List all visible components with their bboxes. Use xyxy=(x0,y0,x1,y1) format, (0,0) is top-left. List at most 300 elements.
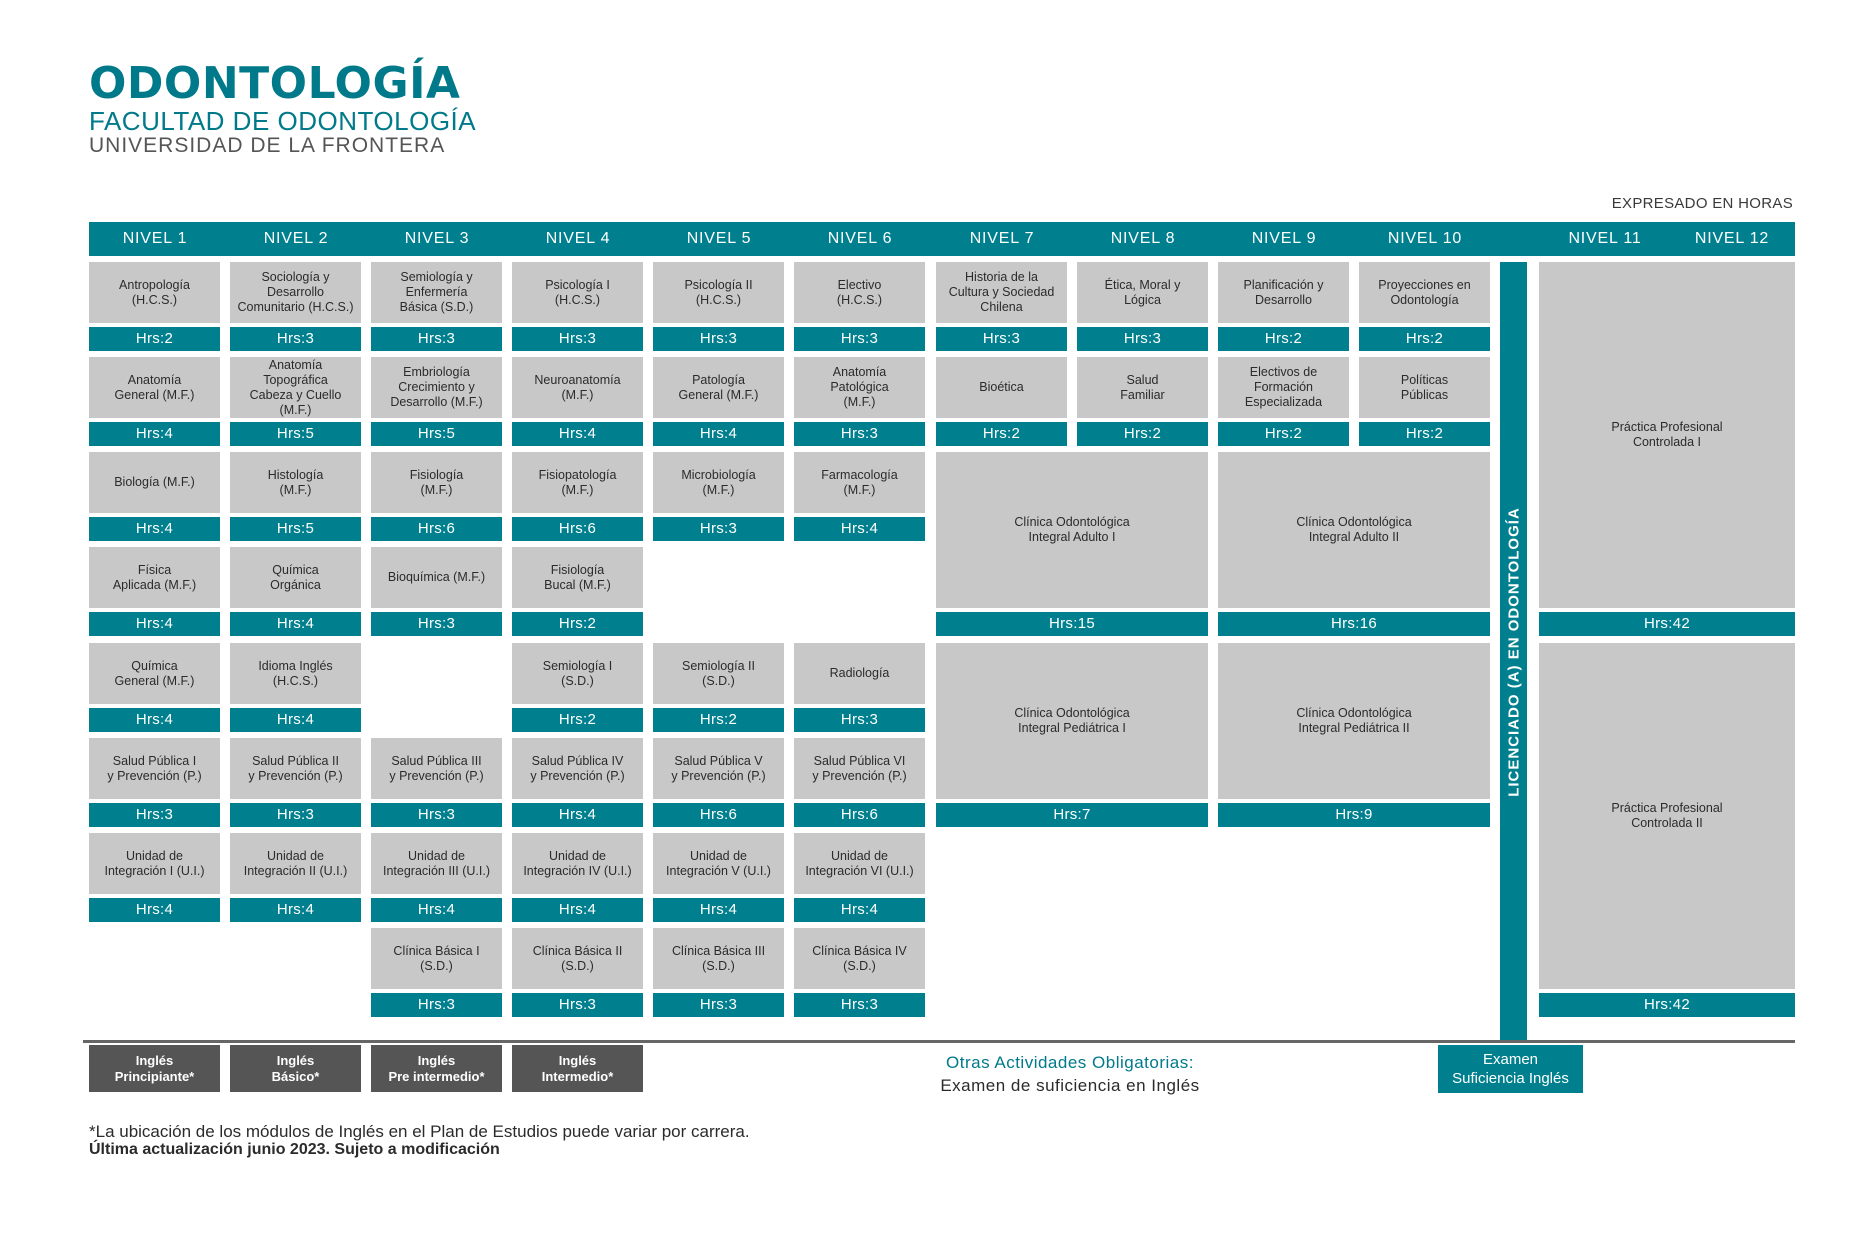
course-name-line: (S.D.) xyxy=(843,958,876,973)
course-name-line: (S.D.) xyxy=(420,958,453,973)
course-name-line: (H.C.S.) xyxy=(272,673,319,688)
course-name-line: Clínica Básica IV xyxy=(812,943,907,958)
course-name-line: (M.F.) xyxy=(843,482,876,497)
course-semiologia-y-enfermeria-basica-s-d xyxy=(371,262,502,351)
course-name-line: Salud xyxy=(1126,372,1159,387)
course-hours: Hrs:4 xyxy=(512,803,643,827)
course-clinica-basica-iv-s-d xyxy=(794,928,925,1017)
course-name xyxy=(1218,357,1349,418)
course-name-line: Salud Pública V xyxy=(674,753,763,768)
course-name-line: y Prevención (P.) xyxy=(248,768,343,783)
course-name-line: Fisiología xyxy=(550,562,605,577)
course-hours: Hrs:9 xyxy=(1218,803,1490,827)
course-psicologia-ii-h-c-s xyxy=(653,262,784,351)
course-hours: Hrs:4 xyxy=(512,422,643,446)
course-hours: Hrs:4 xyxy=(230,708,361,732)
course-farmacologia-m-f xyxy=(794,452,925,541)
course-antropologia-h-c-s xyxy=(89,262,220,351)
english-module-3 xyxy=(371,1045,502,1092)
course-hours: Hrs:3 xyxy=(512,327,643,351)
course-hours: Hrs:2 xyxy=(936,422,1067,446)
course-name-line: Radiología xyxy=(829,666,890,680)
course-fisiopatologia-m-f xyxy=(512,452,643,541)
course-name-line: Unidad de xyxy=(266,848,324,863)
course-name-line: Aplicada (M.F.) xyxy=(112,577,197,592)
course-name-line: Idioma Inglés xyxy=(258,658,333,673)
english-module-line: Pre intermedio* xyxy=(388,1068,485,1084)
course-name-line: Física xyxy=(137,562,172,577)
course-unidad-de-integracion-i-u-i xyxy=(89,833,220,922)
course-hours: Hrs:3 xyxy=(89,803,220,827)
course-anatomia-general-m-f xyxy=(89,357,220,446)
exam-line-2: Suficiencia Inglés xyxy=(1452,1070,1569,1087)
course-unidad-de-integracion-iii-u-i xyxy=(371,833,502,922)
course-hours: Hrs:42 xyxy=(1539,612,1795,636)
course-name xyxy=(1218,262,1349,323)
course-fisiologia-bucal-m-f xyxy=(512,547,643,636)
course-name-line: Comunitario (H.C.S.) xyxy=(237,300,354,314)
level-3-label: NIVEL 3 xyxy=(404,230,470,247)
course-name xyxy=(371,547,502,608)
course-name-line: (H.C.S.) xyxy=(554,292,601,307)
course-hours: Hrs:2 xyxy=(512,708,643,732)
course-name xyxy=(89,357,220,418)
course-name-line: Salud Pública VI xyxy=(813,753,906,768)
course-name-line: Integración VI (U.I.) xyxy=(805,863,914,878)
course-hours: Hrs:2 xyxy=(1359,422,1490,446)
course-name-line: Historia de la xyxy=(965,270,1038,284)
course-salud-publica-v-y-prevencion-p xyxy=(653,738,784,827)
course-hours: Hrs:2 xyxy=(1077,422,1208,446)
course-name xyxy=(371,262,502,323)
course-hours: Hrs:4 xyxy=(794,517,925,541)
course-name-line: Orgánica xyxy=(270,577,321,592)
course-hours: Hrs:4 xyxy=(653,898,784,922)
course-name-line: Salud Pública IV xyxy=(531,753,624,768)
course-name-line: General (M.F.) xyxy=(114,387,195,402)
course-hours: Hrs:2 xyxy=(512,612,643,636)
course-hours: Hrs:3 xyxy=(794,993,925,1017)
course-planificacion-y-desarrollo xyxy=(1218,262,1349,351)
course-neuroanatomia-m-f xyxy=(512,357,643,446)
course-name-line: (S.D.) xyxy=(561,958,594,973)
course-name-line: Embriología xyxy=(403,365,470,379)
course-unidad-de-integracion-v-u-i xyxy=(653,833,784,922)
course-name-line: (H.C.S.) xyxy=(836,292,883,307)
course-name-line: Integral Adulto I xyxy=(1028,530,1116,544)
course-name xyxy=(653,643,784,704)
level-6-label: NIVEL 6 xyxy=(827,230,893,247)
course-name-line: General (M.F.) xyxy=(678,387,759,402)
course-name-line: (S.D.) xyxy=(561,673,594,688)
course-salud-publica-ii-y-prevencion-p xyxy=(230,738,361,827)
course-name-line: (M.F.) xyxy=(561,387,594,402)
course-hours: Hrs:3 xyxy=(371,993,502,1017)
course-name-line: Biología (M.F.) xyxy=(114,475,195,489)
course-name xyxy=(230,738,361,799)
course-hours: Hrs:3 xyxy=(371,803,502,827)
course-name xyxy=(371,452,502,513)
course-name-line: Bucal (M.F.) xyxy=(544,577,611,592)
course-name-line: Unidad de xyxy=(125,848,183,863)
course-semiologia-ii-s-d xyxy=(653,643,784,732)
level-9-label: NIVEL 9 xyxy=(1251,230,1317,247)
course-name xyxy=(89,452,220,513)
course-name xyxy=(653,928,784,989)
course-name-line: Química xyxy=(272,562,319,577)
course-name xyxy=(230,452,361,513)
course-clinica-basica-ii-s-d xyxy=(512,928,643,1017)
level-1-label: NIVEL 1 xyxy=(122,230,188,247)
course-name-line: Especializada xyxy=(1244,395,1323,409)
course-salud-publica-i-y-prevencion-p xyxy=(89,738,220,827)
course-name xyxy=(936,643,1208,799)
course-name-line: (M.F.) xyxy=(279,482,312,497)
english-module-line: Inglés xyxy=(135,1052,174,1068)
course-name xyxy=(653,738,784,799)
page-title: ODONTOLOGÍA xyxy=(89,58,461,109)
course-name xyxy=(1077,357,1208,418)
course-name-line: Políticas xyxy=(1400,372,1449,387)
course-name-line: Semiología I xyxy=(542,658,613,673)
course-name xyxy=(89,262,220,323)
course-name xyxy=(936,452,1208,608)
course-clinica-odontologica-integral-adulto-i xyxy=(936,452,1208,636)
course-name-line: Psicología I xyxy=(545,277,610,292)
course-name xyxy=(512,833,643,894)
course-name-line: Integral Pediátrica I xyxy=(1018,721,1126,735)
course-hours: Hrs:5 xyxy=(371,422,502,446)
course-hours: Hrs:3 xyxy=(512,993,643,1017)
course-name-line: Cultura y Sociedad xyxy=(948,285,1055,299)
course-name-line: Farmacología xyxy=(821,467,898,482)
english-exam-box xyxy=(1438,1045,1583,1093)
course-name-line: Fisiopatología xyxy=(538,467,617,482)
course-practica-profesional-controlada-i xyxy=(1539,262,1795,636)
course-hours: Hrs:4 xyxy=(230,612,361,636)
course-name-line: Psicología II xyxy=(684,277,753,292)
course-name-line: Integral Adulto II xyxy=(1308,530,1400,544)
english-module-line: Inglés xyxy=(558,1052,597,1068)
course-name-line: Cabeza y Cuello xyxy=(249,387,342,402)
course-idioma-ingles-h-c-s xyxy=(230,643,361,732)
footnote-update: Última actualización junio 2023. Sujeto a modificación xyxy=(89,1141,500,1158)
course-name xyxy=(89,547,220,608)
course-clinica-odontologica-integral-pediatrica-ii xyxy=(1218,643,1490,827)
course-name xyxy=(230,547,361,608)
course-name-line: Integral Pediátrica II xyxy=(1298,721,1410,735)
course-name-line: (M.F.) xyxy=(702,482,735,497)
course-anatomia-patologica-m-f xyxy=(794,357,925,446)
other-activities-title: Otras Actividades Obligatorias: xyxy=(946,1053,1194,1072)
course-hours: Hrs:4 xyxy=(371,898,502,922)
level-4-label: NIVEL 4 xyxy=(545,230,611,247)
course-psicologia-i-h-c-s xyxy=(512,262,643,351)
course-name-line: Clínica Básica II xyxy=(532,943,623,958)
course-salud-publica-vi-y-prevencion-p xyxy=(794,738,925,827)
course-hours: Hrs:42 xyxy=(1539,993,1795,1017)
course-name-line: Electivos de xyxy=(1249,365,1318,379)
level-11-label: NIVEL 11 xyxy=(1568,230,1642,247)
course-fisica-aplicada-m-f xyxy=(89,547,220,636)
course-name-line: y Prevención (P.) xyxy=(812,768,907,783)
course-hours: Hrs:6 xyxy=(794,803,925,827)
course-quimica-general-m-f xyxy=(89,643,220,732)
course-name-line: Salud Pública II xyxy=(252,753,339,768)
course-name-line: Públicas xyxy=(1400,387,1449,402)
course-name-line: (M.F.) xyxy=(561,482,594,497)
course-name-line: (M.F.) xyxy=(279,402,312,417)
course-hours: Hrs:16 xyxy=(1218,612,1490,636)
course-name-line: Clínica Odontológica xyxy=(1296,706,1412,720)
course-name-line: Clínica Odontológica xyxy=(1296,515,1412,529)
course-name xyxy=(89,833,220,894)
course-name-line: Proyecciones en xyxy=(1378,277,1471,292)
course-hours: Hrs:4 xyxy=(512,898,643,922)
course-name-line: Unidad de xyxy=(407,848,465,863)
course-name-line: Topográfica xyxy=(263,372,328,387)
course-name xyxy=(371,833,502,894)
course-hours: Hrs:2 xyxy=(1218,327,1349,351)
course-name-line: Antropología xyxy=(119,277,190,292)
level-5-label: NIVEL 5 xyxy=(686,230,752,247)
english-module-2 xyxy=(230,1045,361,1092)
course-unidad-de-integracion-iv-u-i xyxy=(512,833,643,922)
course-name-line: Familiar xyxy=(1120,387,1165,402)
course-hours: Hrs:3 xyxy=(794,327,925,351)
course-microbiologia-m-f xyxy=(653,452,784,541)
course-hours: Hrs:3 xyxy=(653,327,784,351)
course-name-line: Semiología II xyxy=(682,658,755,673)
level-7-label: NIVEL 7 xyxy=(969,230,1035,247)
course-hours: Hrs:4 xyxy=(794,898,925,922)
course-name-line: Integración V (U.I.) xyxy=(666,863,771,878)
course-hours: Hrs:5 xyxy=(230,422,361,446)
course-name xyxy=(512,262,643,323)
course-name-line: Bioética xyxy=(979,380,1024,394)
course-name xyxy=(794,833,925,894)
course-name-line: (M.F.) xyxy=(420,482,453,497)
course-name xyxy=(371,357,502,418)
course-name xyxy=(89,738,220,799)
course-sociologia-y-desarrollo-comunitario-h-c-s xyxy=(230,262,361,351)
course-bioquimica-m-f xyxy=(371,547,502,636)
course-practica-profesional-controlada-ii xyxy=(1539,643,1795,1017)
course-etica-moral-y-logica xyxy=(1077,262,1208,351)
course-clinica-basica-iii-s-d xyxy=(653,928,784,1017)
course-hours: Hrs:2 xyxy=(1218,422,1349,446)
degree-bar xyxy=(1500,262,1527,1041)
course-hours: Hrs:3 xyxy=(653,517,784,541)
course-name xyxy=(230,262,361,323)
degree-label: LICENCIADO (A) EN ODONTOLOGÍA xyxy=(1505,506,1522,797)
course-name-line: Salud Pública I xyxy=(112,753,197,768)
other-activities-description: Examen de suficiencia en Inglés xyxy=(940,1076,1200,1095)
course-hours: Hrs:6 xyxy=(371,517,502,541)
course-patologia-general-m-f xyxy=(653,357,784,446)
course-name xyxy=(936,262,1067,323)
course-hours: Hrs:3 xyxy=(230,327,361,351)
course-name-line: Básica (S.D.) xyxy=(399,300,474,314)
course-hours: Hrs:3 xyxy=(371,327,502,351)
faculty-name: FACULTAD DE ODONTOLOGÍA xyxy=(89,106,477,136)
course-hours: Hrs:6 xyxy=(512,517,643,541)
english-module-line: Intermedio* xyxy=(541,1068,614,1084)
course-name-line: General (M.F.) xyxy=(114,673,195,688)
course-name-line: Unidad de xyxy=(549,848,606,863)
footnote-english: *La ubicación de los módulos de Inglés en el Plan de Estudios puede variar por carrera. xyxy=(89,1122,750,1141)
course-proyecciones-en-odontologia xyxy=(1359,262,1490,351)
course-hours: Hrs:2 xyxy=(1359,327,1490,351)
course-name xyxy=(794,643,925,704)
course-name-line: Clínica Odontológica xyxy=(1014,515,1130,529)
course-name-line: Ética, Moral y xyxy=(1104,277,1181,292)
course-quimica-organica xyxy=(230,547,361,636)
course-name-line: Integración III (U.I.) xyxy=(383,863,490,878)
course-unidad-de-integracion-ii-u-i xyxy=(230,833,361,922)
course-name xyxy=(1539,643,1795,989)
course-hours: Hrs:4 xyxy=(89,612,220,636)
course-name-line: (S.D.) xyxy=(702,958,735,973)
course-hours: Hrs:3 xyxy=(230,803,361,827)
course-hours: Hrs:2 xyxy=(653,708,784,732)
course-hours: Hrs:4 xyxy=(89,708,220,732)
course-name-line: Química xyxy=(131,658,178,673)
course-name xyxy=(512,452,643,513)
english-module-line: Inglés xyxy=(276,1052,315,1068)
course-hours: Hrs:4 xyxy=(89,517,220,541)
course-name xyxy=(1218,643,1490,799)
course-name xyxy=(512,547,643,608)
english-module-4 xyxy=(512,1045,643,1092)
course-name xyxy=(794,738,925,799)
english-module-line: Principiante* xyxy=(114,1068,195,1084)
course-name xyxy=(1359,357,1490,418)
course-hours: Hrs:3 xyxy=(794,708,925,732)
course-hours: Hrs:3 xyxy=(936,327,1067,351)
course-name xyxy=(794,357,925,418)
course-histologia-m-f xyxy=(230,452,361,541)
exam-line-1: Examen xyxy=(1482,1051,1539,1068)
level-12-label: NIVEL 12 xyxy=(1694,230,1770,247)
course-hours: Hrs:4 xyxy=(230,898,361,922)
course-hours: Hrs:6 xyxy=(653,803,784,827)
course-name xyxy=(371,738,502,799)
course-hours: Hrs:3 xyxy=(371,612,502,636)
english-module-1 xyxy=(89,1045,220,1092)
course-name-line: Anatomía xyxy=(268,357,323,372)
course-hours: Hrs:4 xyxy=(653,422,784,446)
course-hours: Hrs:15 xyxy=(936,612,1208,636)
units-note: EXPRESADO EN HORAS xyxy=(1611,195,1793,212)
english-module-line: Inglés xyxy=(417,1052,456,1068)
course-electivos-de-formacion-especializada xyxy=(1218,357,1349,446)
course-name xyxy=(230,643,361,704)
course-name-line: Planificación y xyxy=(1243,277,1324,292)
course-name-line: Microbiología xyxy=(681,467,756,482)
course-name xyxy=(936,357,1067,418)
course-name xyxy=(512,928,643,989)
course-hours: Hrs:4 xyxy=(89,422,220,446)
course-clinica-odontologica-integral-pediatrica-i xyxy=(936,643,1208,827)
course-salud-familiar xyxy=(1077,357,1208,446)
course-semiologia-i-s-d xyxy=(512,643,643,732)
course-name xyxy=(1359,262,1490,323)
course-name-line: Electivo xyxy=(837,277,882,292)
level-2-label: NIVEL 2 xyxy=(263,230,329,247)
course-name xyxy=(230,357,361,418)
course-name-line: Salud Pública III xyxy=(391,753,482,768)
course-unidad-de-integracion-vi-u-i xyxy=(794,833,925,922)
course-name-line: Controlada II xyxy=(1631,816,1703,830)
course-name-line: Sociología y xyxy=(261,270,330,284)
levels-header xyxy=(89,222,1795,256)
course-name xyxy=(371,928,502,989)
course-hours: Hrs:3 xyxy=(653,993,784,1017)
english-module-line: Básico* xyxy=(271,1068,320,1084)
course-name-line: y Prevención (P.) xyxy=(389,768,484,783)
course-name-line: Formación xyxy=(1253,380,1314,394)
course-clinica-basica-i-s-d xyxy=(371,928,502,1017)
course-anatomia-topografica-cabeza-y-cuello-m-f xyxy=(230,357,361,446)
course-hours: Hrs:3 xyxy=(1077,327,1208,351)
course-hours: Hrs:7 xyxy=(936,803,1208,827)
course-hours: Hrs:5 xyxy=(230,517,361,541)
course-name-line: Unidad de xyxy=(831,848,888,863)
course-name xyxy=(512,643,643,704)
course-name-line: Clínica Básica I xyxy=(393,943,480,958)
course-name-line: (H.C.S.) xyxy=(695,292,742,307)
course-name-line: Integración IV (U.I.) xyxy=(523,863,632,878)
course-name-line: Fisiología xyxy=(409,467,464,482)
course-name-line: (S.D.) xyxy=(702,673,735,688)
course-name-line: Patología xyxy=(692,372,745,387)
course-name-line: Anatomía xyxy=(127,372,182,387)
course-name xyxy=(653,452,784,513)
course-salud-publica-iii-y-prevencion-p xyxy=(371,738,502,827)
course-name-line: Bioquímica (M.F.) xyxy=(387,570,486,584)
course-name xyxy=(89,643,220,704)
course-name-line: y Prevención (P.) xyxy=(671,768,766,783)
course-hours: Hrs:4 xyxy=(89,898,220,922)
course-name xyxy=(653,357,784,418)
course-name-line: Integración II (U.I.) xyxy=(243,863,348,878)
course-name-line: Enfermería xyxy=(405,285,468,299)
course-name-line: y Prevención (P.) xyxy=(107,768,202,783)
course-name-line: (M.F.) xyxy=(843,395,876,409)
course-name-line: Clínica Básica III xyxy=(671,943,766,958)
course-name xyxy=(230,833,361,894)
course-name xyxy=(794,928,925,989)
course-name-line: Desarrollo xyxy=(1255,292,1312,307)
course-name-line: y Prevención (P.) xyxy=(530,768,625,783)
course-name xyxy=(1539,262,1795,608)
course-name xyxy=(794,452,925,513)
course-embriologia-crecimiento-y-desarrollo-m-f xyxy=(371,357,502,446)
course-clinica-odontologica-integral-adulto-ii xyxy=(1218,452,1490,636)
course-name-line: Histología xyxy=(267,467,324,482)
course-name-line: Lógica xyxy=(1124,292,1161,307)
course-electivo-h-c-s xyxy=(794,262,925,351)
course-name-line: Unidad de xyxy=(690,848,747,863)
course-name-line: Neuroanatomía xyxy=(534,372,621,387)
section-divider xyxy=(83,1040,1795,1043)
course-politicas-publicas xyxy=(1359,357,1490,446)
course-name-line: Chilena xyxy=(980,300,1023,314)
course-name xyxy=(653,833,784,894)
course-radiologia xyxy=(794,643,925,732)
university-name: UNIVERSIDAD DE LA FRONTERA xyxy=(89,134,446,157)
